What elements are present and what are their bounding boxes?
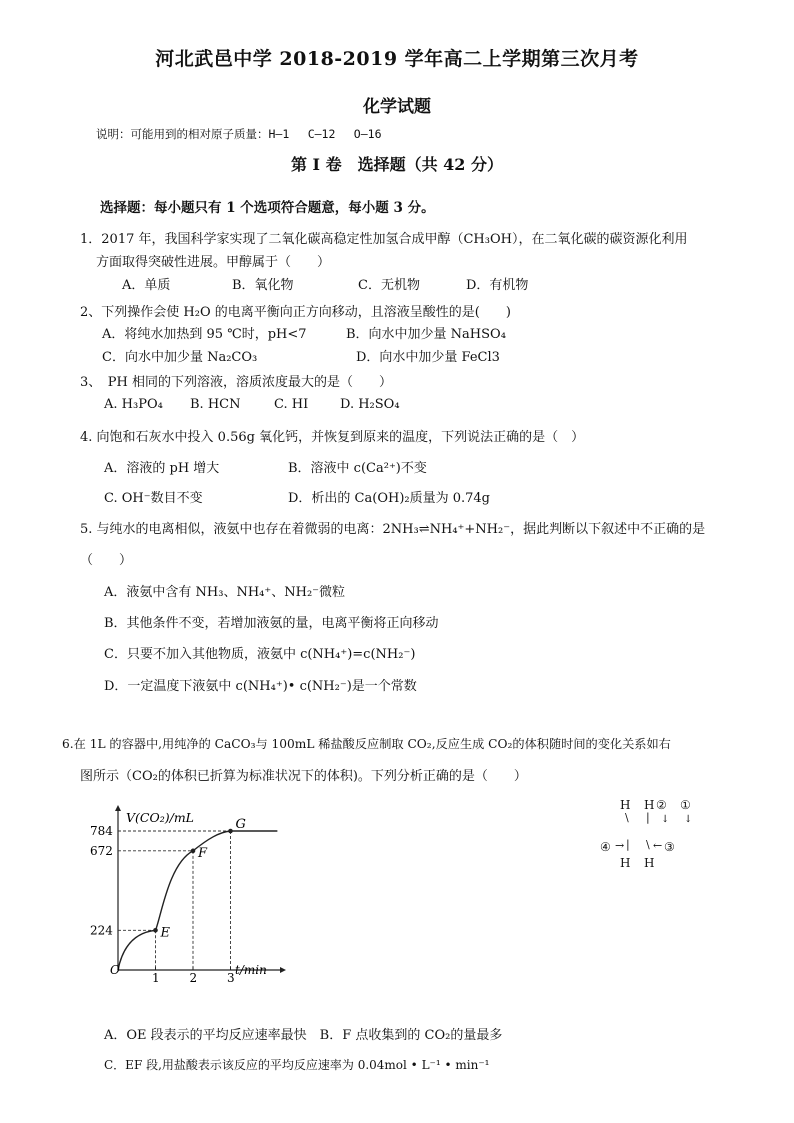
section-heading: 第 I 卷 选择题（共 42 分） [290, 155, 504, 174]
question-2-option-a[interactable]: A．将纯水加热到 95 ℃时，pH<7 [102, 327, 307, 342]
y-tick-label-672: 672 [90, 843, 113, 858]
instruction-text: 选择题：每小题只有 1 个选项符合题意，每小题 3 分。 [100, 200, 435, 216]
origin-label: O [110, 963, 120, 977]
question-2-line1: 2、下列操作会使 H₂O 的电离平衡向正方向移动，且溶液呈酸性的是( ) [80, 305, 511, 320]
struct-top-h1: H [620, 798, 631, 812]
question-6-line2: 图所示（CO₂的体积已折算为标准状况下的体积)。下列分析正确的是（ ） [80, 769, 527, 784]
struct-top-h2: H [644, 798, 655, 812]
question-3-option-b[interactable]: B. HCN [190, 397, 241, 412]
y-tick-label-784: 784 [90, 824, 113, 838]
question-1-option-a[interactable]: A．单质 [122, 278, 171, 293]
question-5-line2: （ ） [80, 553, 133, 568]
question-1-line1: 1．2017 年，我国科学家实现了二氧化碳高稳定性加氢合成甲醇（CH₃OH），在二氧化碳的碳资源化利用 [80, 232, 688, 247]
atomic-mass-note: 说明：可能用到的相对原子质量：H—1 C—12 O—16 [96, 127, 382, 141]
exam-title: 河北武邑中学 2018-2019 学年高二上学期第三次月考 [155, 48, 639, 70]
question-5-option-b[interactable]: B．其他条件不变，若增加液氨的量，电离平衡将正向移动 [104, 616, 439, 631]
ammonia-structure-diagram [598, 798, 708, 878]
question-6-option-c[interactable]: C．EF 段,用盐酸表示该反应的平均反应速率为 0.04mol • L⁻¹ • min⁻¹ [104, 1058, 490, 1072]
x-tick-label-3: 3 [227, 971, 235, 985]
arrow-left-3-icon: ← [653, 839, 663, 852]
bond-mark-2: | [646, 811, 650, 824]
question-5-line1: 5. 与纯水的电离相似，液氨中也存在着微弱的电离：2NH₃⇌NH₄⁺+NH₂⁻，据此判断以下叙述中不正确的是 [80, 522, 706, 537]
data-point-g [228, 829, 233, 834]
question-4-line1: 4. 向饱和石灰水中投入 0.56g 氧化钙，并恢复到原来的温度，下列说法正确的是（ ） [80, 430, 585, 445]
x-axis-arrow [280, 967, 286, 973]
question-4-option-b[interactable]: B．溶液中 c(Ca²⁺)不变 [288, 461, 427, 476]
arrow-down-2-icon: ↓ [661, 814, 670, 825]
struct-label-4: ④ [600, 840, 611, 854]
question-5-option-c[interactable]: C．只要不加入其他物质，液氨中 c(NH₄⁺)=c(NH₂⁻) [104, 647, 416, 662]
question-4-option-a[interactable]: A．溶液的 pH 增大 [104, 461, 220, 476]
question-1-option-d[interactable]: D．有机物 [466, 278, 529, 293]
bond-mark-3: | [626, 838, 630, 851]
struct-label-2: ② [656, 798, 667, 812]
chart-svg [90, 805, 290, 985]
bond-mark-1: \ [625, 811, 629, 824]
struct-label-1: ① [680, 798, 691, 812]
point-label-e: E [160, 925, 170, 941]
y-tick-label-224: 224 [90, 923, 113, 938]
co2-volume-chart [90, 805, 290, 985]
data-point-e [153, 928, 158, 933]
question-3-option-a[interactable]: A. H₃PO₄ [104, 397, 163, 412]
x-tick-label-1: 1 [152, 971, 160, 985]
point-label-f: F [198, 845, 208, 861]
question-4-option-d[interactable]: D．析出的 Ca(OH)₂质量为 0.74g [288, 491, 491, 506]
point-label-g: G [235, 817, 246, 832]
question-1-option-b[interactable]: B．氧化物 [232, 278, 294, 293]
question-1-option-c[interactable]: C．无机物 [358, 278, 420, 293]
exam-subtitle: 化学试题 [363, 97, 431, 117]
data-point-f [191, 849, 196, 854]
y-axis-label: V(CO₂)/mL [126, 810, 194, 825]
x-tick-label-2: 2 [189, 971, 198, 985]
question-3-line1: 3、 PH 相同的下列溶液，溶质浓度最大的是（ ） [80, 375, 392, 390]
arrow-right-4-icon: → [615, 839, 625, 852]
question-3-option-c[interactable]: C. HI [274, 397, 309, 412]
arrow-down-1-icon: ↓ [684, 814, 693, 825]
question-1-line2: 方面取得突破性进展。甲醇属于（ ） [96, 255, 331, 270]
struct-label-3: ③ [664, 840, 675, 854]
x-axis-label: t/min [235, 963, 267, 977]
question-4-option-c[interactable]: C. OH⁻数目不变 [104, 491, 203, 506]
question-3-option-d[interactable]: D. H₂SO₄ [340, 397, 400, 412]
question-6-line1: 6.在 1L 的容器中,用纯净的 CaCO₃与 100mL 稀盐酸反应制取 CO₂,反应生成 CO₂的体积随时间的变化关系如右 [62, 737, 671, 751]
question-2-option-c[interactable]: C．向水中加少量 Na₂CO₃ [102, 350, 258, 365]
y-axis-arrow [115, 805, 121, 811]
question-6-option-ab[interactable]: A．OE 段表示的平均反应速率最快 B．F 点收集到的 CO₂的量最多 [104, 1028, 503, 1043]
struct-bot-h2: H [644, 856, 655, 870]
question-2-option-d[interactable]: D．向水中加少量 FeCl3 [356, 350, 500, 365]
question-2-option-b[interactable]: B．向水中加少量 NaHSO₄ [346, 327, 506, 342]
question-5-option-d[interactable]: D．一定温度下液氨中 c(NH₄⁺)• c(NH₂⁻)是一个常数 [104, 679, 417, 694]
bond-mark-4: \ [646, 838, 650, 851]
struct-bot-h1: H [620, 856, 631, 870]
question-5-option-a[interactable]: A．液氨中含有 NH₃、NH₄⁺、NH₂⁻微粒 [104, 585, 346, 600]
